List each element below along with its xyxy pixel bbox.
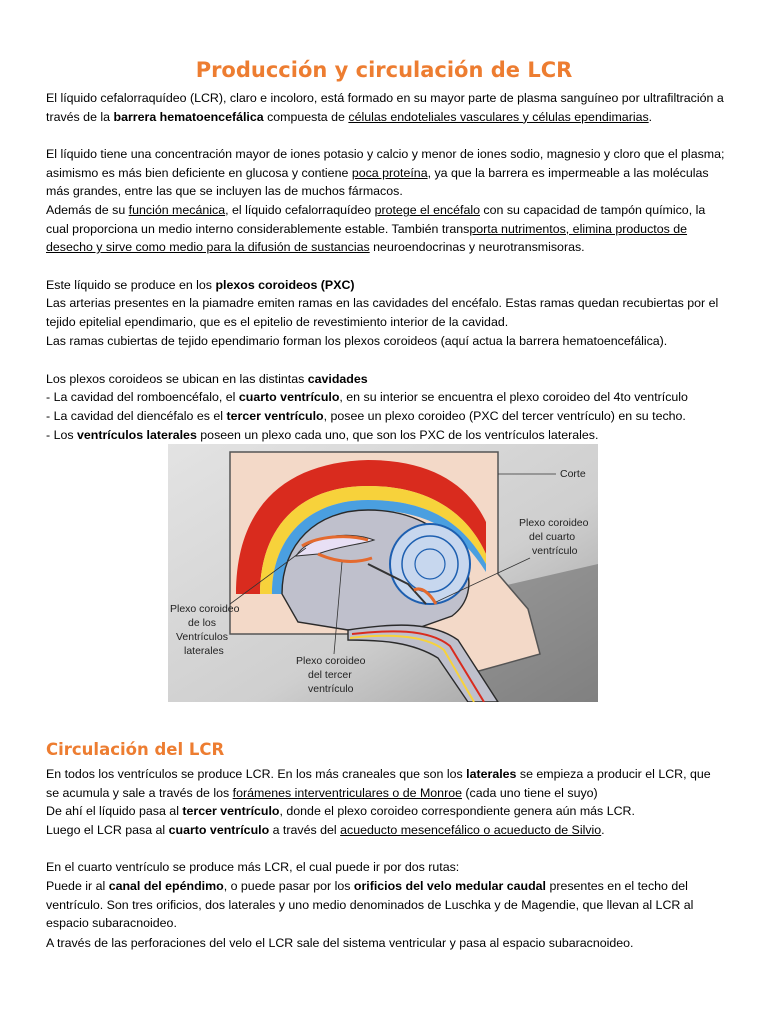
- text: poseen un plexo cada uno, que son los PXC de los ventrículos laterales.: [196, 428, 599, 442]
- production-paragraph-2: Las arterias presentes en la piamadre emiten ramas en las cavidades del encéfalo. Estas ramas quedan recubiertas por el tejido epitelial ependimario, que es el epitelio de revestimiento interior de la cavidad.: [46, 296, 719, 329]
- text: .: [601, 823, 605, 837]
- text: (cada uno tiene el suyo): [461, 785, 598, 800]
- text: a través del: [269, 823, 341, 837]
- circulation-paragraph-6: A través de las perforaciones del velo el LCR sale del sistema ventricular y pasa al espacio subaracnoideo.: [46, 936, 634, 950]
- label-tercer-line-1: Plexo coroideo: [296, 655, 366, 667]
- production-paragraph-3: Las ramas cubiertas de tejido ependimario forman los plexos coroideos (aquí actua la barrera hematoencefálica).: [46, 334, 668, 348]
- page-title: Producción y circulación de LCR: [195, 58, 573, 82]
- text: , el líquido cefalorraquídeo: [225, 203, 375, 217]
- text: Puede ir al: [46, 879, 109, 893]
- text: , ya que la barrera es impermeable a las moléculas más grandes, entre las que se incluyen las de muchos fármacos.: [46, 165, 709, 199]
- intro-paragraph-2: [46, 145, 726, 201]
- text: .: [648, 109, 653, 124]
- circulation-paragraph-1: [46, 765, 726, 802]
- cavities-intro: [46, 370, 726, 389]
- text: De ahí el líquido pasa al: [46, 804, 183, 818]
- circulation-paragraph-4: En el cuarto ventrículo se produce más LCR, el cual puede ir por dos rutas:: [46, 860, 460, 874]
- intro-paragraph-3: [46, 201, 726, 257]
- circulation-paragraph-2: [46, 802, 726, 821]
- label-lat-line-1: Plexo coroideo: [170, 603, 240, 615]
- bold-term: laterales: [466, 767, 517, 781]
- text: , en su interior se encuentra el plexo coroideo del 4to ventrículo: [339, 390, 688, 404]
- label-cuarto-line-3: ventrículo: [532, 545, 578, 557]
- bold-term: orificios del velo medular caudal: [353, 879, 546, 893]
- label-tercer-line-2: del tercer: [308, 669, 352, 681]
- bold-term: canal del epéndimo: [108, 879, 224, 893]
- production-paragraph-1: [46, 276, 726, 295]
- text: El líquido tiene una concentración mayor de iones potasio y calcio y menor de iones sodio, magnesio y cloro que el plasma; asimismo es más bien deficiente en glucosa y contiene: [46, 147, 725, 180]
- text: Además de su: [46, 203, 129, 217]
- text: En todos los ventrículos se produce LCR. En los más craneales que son los: [46, 767, 467, 781]
- label-lat-line-2: de los: [188, 617, 217, 629]
- underlined-term: protege el encéfalo: [374, 203, 480, 217]
- underlined-term: forámenes interventriculares o de Monroe: [232, 785, 462, 800]
- text: Luego el LCR pasa al: [46, 823, 169, 837]
- section-heading-circulation: Circulación del LCR: [46, 740, 225, 759]
- bold-term: tercer ventrículo: [182, 804, 280, 818]
- text: compuesta de: [263, 109, 349, 124]
- text: , donde el plexo coroideo correspondiente genera aún más LCR.: [279, 804, 635, 818]
- circulation-paragraph-3: [46, 821, 726, 840]
- brain-ventricles-figure: [168, 444, 598, 702]
- underlined-term: células endoteliales vasculares y células ependimarias: [348, 109, 649, 124]
- text: se empieza a producir el LCR, que se acumula y sale a través de los: [46, 767, 711, 800]
- text: neuroendocrinas y neurotransmisoras.: [369, 240, 585, 255]
- label-lat-line-3: Ventrículos: [176, 631, 228, 643]
- label-cuarto-line-1: Plexo coroideo: [519, 517, 589, 529]
- text: - La cavidad del diencéfalo es el: [46, 409, 227, 423]
- text: , o puede pasar por los: [223, 879, 354, 893]
- text: Los plexos coroideos se ubican en las distintas: [46, 372, 308, 386]
- text: Este líquido se produce en los: [46, 278, 216, 292]
- text: El líquido cefalorraquídeo (LCR), claro e incoloro, está formado en su mayor parte de plasma sanguíneo por ultrafiltración a través de la: [46, 91, 724, 124]
- text: presentes en el techo del ventrículo. Son tres orificios, dos laterales y uno medio denominados de Luschka y de Magendie, que llevan al LCR al espacio subaracnoideo.: [46, 879, 694, 931]
- text: - La cavidad del romboencéfalo, el: [46, 390, 239, 404]
- cavities-list-item-2: [46, 407, 726, 426]
- circulation-paragraph-5: [46, 877, 726, 933]
- text: con su capacidad de tampón químico, la cual proporciona un medio interno considerablemente estable. También trans: [46, 203, 706, 236]
- bold-term: barrera hematoencefálica: [113, 109, 264, 124]
- underlined-term: acueducto mesencefálico o acueducto de Silvio: [340, 823, 602, 837]
- bold-term: cuarto ventrículo: [238, 390, 340, 404]
- underlined-term: porta nutrimentos, elimina productos de desecho y sirve como medio para la difusión de sustancias: [46, 221, 688, 255]
- label-corte: Corte: [560, 468, 586, 480]
- underlined-term: poca proteína: [351, 165, 428, 180]
- label-tercer-line-3: ventrículo: [308, 683, 354, 695]
- bold-term: plexos coroideos (PXC): [215, 278, 355, 292]
- bold-term: cavidades: [307, 372, 368, 386]
- bold-term: ventrículos laterales: [77, 428, 197, 442]
- cavities-list-item-1: [46, 388, 726, 407]
- label-lat-line-4: laterales: [184, 645, 224, 657]
- underlined-term: función mecánica: [128, 203, 226, 217]
- cavities-list-item-3: [46, 426, 726, 445]
- brain-sagittal-illustration: [168, 444, 598, 702]
- text: , posee un plexo coroideo (PXC del tercer ventrículo) en su techo.: [323, 409, 686, 423]
- bold-term: tercer ventrículo: [226, 409, 324, 423]
- text: - Los: [46, 428, 77, 442]
- intro-paragraph-1: [46, 89, 726, 126]
- label-cuarto-line-2: del cuarto: [529, 531, 576, 543]
- bold-term: cuarto ventrículo: [168, 823, 270, 837]
